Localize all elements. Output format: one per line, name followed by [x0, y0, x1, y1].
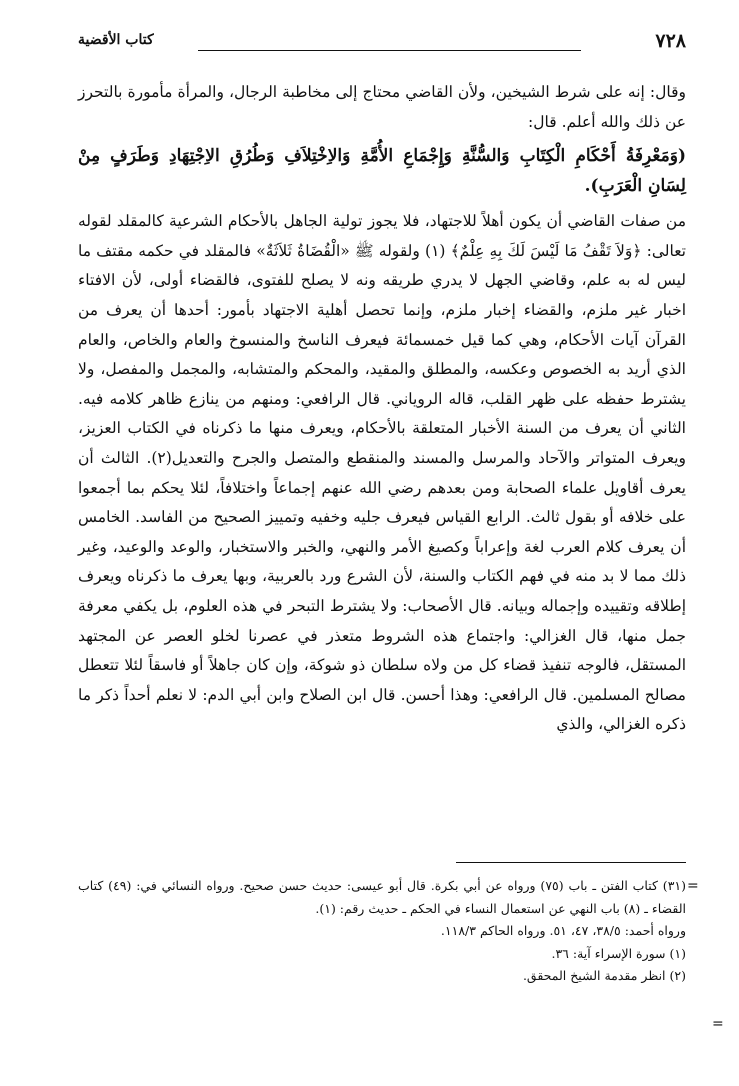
book-title: كتاب الأقضية	[78, 32, 154, 48]
page-number: ٧٢٨	[655, 30, 686, 52]
page-header	[78, 30, 686, 60]
header-rule	[198, 50, 581, 51]
intro-paragraph: وقال: إنه على شرط الشيخين، ولأن القاضي محتاج إلى مخاطبة الرجال، والمرأة مأمورة بالتحرز عن ذلك والله أعلم. قال:	[78, 83, 686, 131]
footnote-1: (١) سورة الإسراء آية: ٣٦.	[551, 945, 686, 961]
footnote-trailing-mark: =	[712, 1016, 724, 1032]
footnotes	[78, 875, 686, 988]
footnote-continuation-line: (٣١) كتاب الفتن ـ باب (٧٥) ورواه عن أبي بكرة. قال أبو عيسى: حديث حسن صحيح. ورواه النسائي في: (٤٩) كتاب القضاء ـ (٨) باب النهي عن استعمال النساء في الحكم ـ حديث رقم: (١).	[78, 878, 687, 916]
footnote-2: (٢) انظر مقدمة الشيخ المحقق.	[522, 968, 686, 983]
matn-quote: (وَمَعْرِفَةُ أَحْكَامِ الْكِتَابِ وَالسُّنَّةِ وَإِجْمَاعِ الأُمَّةِ وَالاِخْتِلاَفِ وَطُرُقِ الاِجْتِهَادِ وَطَرَفٍ مِنْ لِسَانِ الْعَرَبِ).	[78, 146, 686, 197]
commentary-paragraph: من صفات القاضي أن يكون أهلاً للاجتهاد، فلا يجوز تولية الجاهل بالأحكام الشرعية كالمقلد لقوله تعالى: ﴿وَلاَ تَقْفُ مَا لَيْسَ لَكَ بِهِ عِلْمٌ﴾ (١) ولقوله ﷺ «الْقُضَاةُ ثَلاَثَةٌ» فالمقلد في حكمه مقتف ما ليس له به علم، وقاضي الجهل لا يدري طريقه ونه لا يصلح للفتوى، فالقضاء أولى، لأن الافتاء اخبار غير ملزم، والقضاء إخبار ملزم، وإنما تحصل أهلية الاجتهاد بأمور: أحدها أن يعرف من القرآن آيات الأحكام، وهي كما قيل خمسمائة فيعرف الناسخ والمنسوخ والعام والخاص، والعام الذي أريد به الخصوص وعكسه، والمطلق والمقيد، والمحكم والمتشابه، والمجمل والمفصل، ولا يشترط حفظه على ظهر القلب، قاله الروياني. قال الرافعي: ومنهم من ينازع ظاهر كلامه فيه. الثاني أن يعرف من السنة الأخبار المتعلقة بالأحكام، ويعرف منها ما ذكرناه في الكتاب العزيز، ويعرف المتواتر والآحاد والمرسل والمسند والمنقطع والمتصل والجرح والتعديل(٢). الثالث أن يعرف أقاويل علماء الصحابة ومن بعدهم رضي الله عنهم إجماعاً واختلافاً، لئلا يحكم بما أجمعوا على خلافه أو بقول ثالث. الرابع القياس فيعرف جليه وخفيه وتمييز الصحيح من الفاسد. الخامس أن يعرف كلام العرب لغة وإعراباً وكصيغ الأمر والنهي، والخبر والاستخبار، والوعد والوعيد، وغير ذلك مما لا بد منه في فهم الكتاب والسنة، لأن الشرع ورد بالعربية، وبها يعرف ما ذكرناه ويعرف إطلاقه وتقييده وإجماله وبيانه. قال الأصحاب: ولا يشترط التبحر في هذه العلوم، بل يكفي معرفة جمل منها، قال الغزالي: واجتماع هذه الشروط متعذر في عصرنا لخلو العصر عن المجتهد المستقل، فالوجه تنفيذ قضاء كل من ولاه سلطان ذو شوكة، وإن كان جاهلاً أو فاسقاً لئلا تتعطل مصالح المسلمين. قال الرافعي: وهذا أحسن. قال ابن الصلاح وابن أبي الدم: لا نعلم أحداً ذكر ما ذكره الغزالي، والذي	[78, 212, 687, 734]
footnote-continuation-mark: =	[687, 878, 699, 894]
footnote-continuation-line: ورواه أحمد: ٣٨/٥، ٤٧، ٥١. ورواه الحاكم ١١٨/٣.	[440, 923, 686, 938]
main-text	[78, 78, 686, 740]
footnote-separator	[456, 862, 686, 863]
